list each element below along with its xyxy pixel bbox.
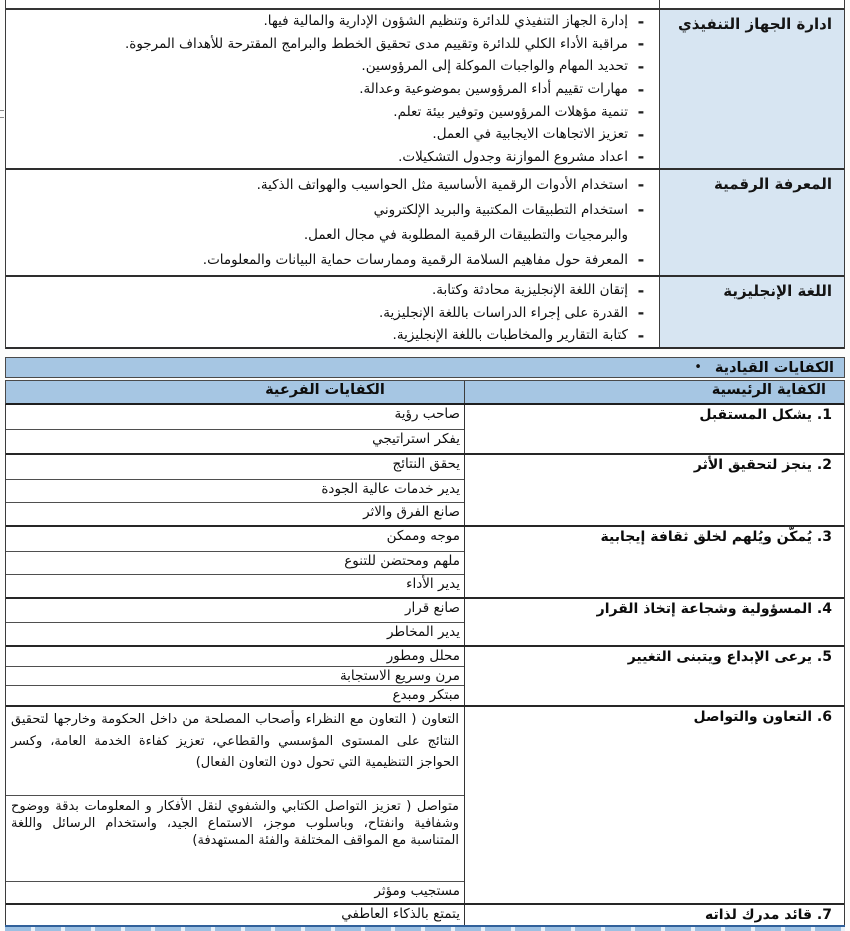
bullet-item	[6, 279, 659, 302]
sub-competency: صانع الفرق والاثر	[6, 502, 464, 525]
sub-competency: يتمتع بالذكاء العاطفي	[341, 906, 460, 922]
dash-icon: -	[637, 56, 645, 76]
section-title-cell: المعرفة الرقمية	[659, 170, 844, 275]
bullet-text: إتقان اللغة الإنجليزية محادثة وكتابة.	[431, 282, 628, 299]
dash-icon: -	[637, 175, 645, 194]
bullet-item	[6, 78, 659, 101]
cutoff-row-bottom	[5, 925, 845, 931]
leadership-table-body	[5, 405, 845, 925]
main-competency-label: 4. المسؤولية وشجاعة إتخاذ القرار	[596, 601, 832, 617]
dash-icon: -	[637, 200, 645, 219]
sub-competency: ملهم ومحتضن للتنوع	[6, 551, 464, 574]
sub-competency-cell	[6, 905, 464, 925]
bullet-item	[6, 172, 659, 197]
sub-competency-paragraph: متواصل ( تعزيز التواصل الكتابي والشفوي لنقل الأفكار و المعلومات بدقة ووضوح وشفافية وانفتاح، وباسلوب موجز، الاستماع الجيد، واستخدام الرسائل واللغة المتناسبة مع المواقف المختلفة والفئة المستهدفة)	[6, 795, 464, 881]
bullet-text: استخدام التطبيقات المكتبية والبريد الإلكتروني	[373, 201, 628, 218]
bullet-item	[6, 100, 659, 123]
dash-icon: -	[637, 280, 645, 300]
sub-competency: موجه وممكن	[386, 528, 460, 544]
bullet-item	[6, 10, 659, 33]
section-band	[5, 357, 845, 378]
sub-competency-cell	[6, 647, 464, 705]
bullet-text: تعزيز الاتجاهات الايجابية في العمل.	[432, 126, 628, 143]
sub-competency: يدير الأداء	[6, 574, 464, 597]
bullet-text: تحديد المهام والواجبات الموكلة إلى المرؤوسين.	[361, 58, 628, 75]
main-competency-cell	[464, 455, 844, 525]
sub-competency: صانع قرار	[405, 600, 460, 616]
sub-competency-cell	[6, 599, 464, 645]
dash-icon: -	[637, 102, 645, 122]
main-competency-cell	[464, 599, 844, 645]
knowledge-table	[5, 0, 845, 349]
bullet-text: اعداد مشروع الموازنة وجدول التشكيلات.	[398, 148, 628, 165]
section-items-cell	[6, 170, 659, 275]
table-row	[6, 10, 844, 170]
sub-competency-cell	[6, 527, 464, 597]
dash-icon: -	[637, 147, 645, 167]
leadership-table-header	[5, 380, 845, 405]
section-title-cell: اللغة الإنجليزية	[659, 277, 844, 347]
dash-icon: -	[637, 325, 645, 345]
bullet-text: كتابة التقارير والمخاطبات باللغة الإنجليزية.	[392, 327, 628, 344]
main-competency-label: 2. ينجز لتحقيق الأثر	[693, 457, 832, 473]
bullet-item	[6, 302, 659, 325]
sub-competency: صاحب رؤية	[394, 406, 460, 422]
column-header-main: الكفاية الرئيسية	[464, 381, 844, 403]
bullet-text: القدرة على إجراء الدراسات باللغة الإنجليزية.	[378, 304, 628, 321]
bullet-icon: •	[694, 360, 702, 375]
section-items-cell	[6, 277, 659, 347]
dash-icon: -	[637, 124, 645, 144]
bullet-item	[6, 123, 659, 146]
main-competency-label: 6. التعاون والتواصل	[693, 709, 832, 725]
main-competency-cell	[464, 405, 844, 453]
column-header-sub: الكفايات الفرعية	[265, 382, 385, 398]
section-items-cell	[6, 10, 659, 168]
bullet-item	[6, 55, 659, 78]
competency-row	[6, 405, 844, 453]
bullet-text: المعرفة حول مفاهيم السلامة الرقمية وممارسات حماية البيانات والمعلومات.	[202, 251, 628, 268]
main-competency-label: 5. يرعى الإبداع ويتبنى التغيير	[627, 649, 832, 665]
dash-icon: -	[637, 34, 645, 54]
main-competency-cell	[464, 905, 844, 925]
competency-row	[6, 645, 844, 705]
bullet-text: تنمية مؤهلات المرؤوسين وتوفير بيئة تعلم.	[393, 103, 628, 120]
bullet-item	[6, 324, 659, 347]
competency-row	[6, 453, 844, 525]
bullet-item	[6, 247, 659, 272]
main-competency-cell	[464, 707, 844, 903]
competency-row	[6, 903, 844, 925]
bullet-item	[6, 33, 659, 56]
bullet-text: استخدام الأدوات الرقمية الأساسية مثل الحواسيب والهواتف الذكية.	[256, 176, 628, 193]
sub-competency: مبتكر ومبدع	[6, 685, 464, 705]
sub-competency: يدير المخاطر	[6, 622, 464, 645]
sub-competency: يدير خدمات عالية الجودة	[6, 479, 464, 502]
sub-competency-paragraph: التعاون ( التعاون مع النظراء وأصحاب المصلحة من داخل الحكومة وخارجها لتحقيق النتائج على المستوى المؤسسي والقطاعي، تعزيز كفاءة الخدمة العامة، وكسر الحواجز التنظيمية التي تحول دون التعاون الفعال)	[11, 712, 459, 770]
bullet-text: مهارات تقييم أداء المرؤوسين بموضوعية وعدالة.	[359, 81, 628, 98]
sub-competency-cell	[6, 405, 464, 453]
competency-row	[6, 597, 844, 645]
main-competency-cell	[464, 527, 844, 597]
sub-competency-cell	[6, 707, 464, 903]
main-competency-label: 1. يشكل المستقبل	[699, 407, 832, 423]
competency-row	[6, 525, 844, 597]
table-row	[6, 170, 844, 277]
dash-icon: -	[637, 11, 645, 31]
main-competency-label: 7. قائد مدرك لذاته	[705, 907, 832, 923]
sub-competency: يفكر استراتيجي	[6, 429, 464, 453]
section-band-label: الكفايات القيادية	[714, 359, 834, 376]
sub-competency: محلل ومطور	[386, 648, 460, 664]
dash-icon: -	[637, 250, 645, 269]
section-title-cell: ادارة الجهاز التنفيذي	[659, 10, 844, 168]
main-competency-label: 3. يُمكّن ويُلهم لخلق ثقافة إيجابية	[600, 529, 832, 545]
dash-icon: -	[637, 303, 645, 323]
sub-competency-cell	[6, 455, 464, 525]
dash-icon: -	[637, 79, 645, 99]
bullet-text: مراقبة الأداء الكلي للدائرة وتقييم مدى تحقيق الخطط والبرامج المقترحة للأهداف المرجوة.	[124, 35, 628, 52]
bullet-item	[6, 197, 659, 222]
scan-artifact	[0, 110, 4, 118]
competency-row	[6, 705, 844, 903]
bullet-item-continuation	[6, 222, 659, 247]
sub-competency: يحقق النتائج	[392, 456, 460, 472]
table-row	[6, 277, 844, 349]
sub-competency: مرن وسريع الاستجابة	[6, 666, 464, 685]
main-competency-cell	[464, 647, 844, 705]
bullet-item	[6, 146, 659, 168]
cutoff-row-top	[6, 0, 844, 10]
bullet-text: إدارة الجهاز التنفيذي للدائرة وتنظيم الشؤون الإدارية والمالية فيها.	[263, 13, 628, 30]
sub-competency: مستجيب ومؤثر	[6, 881, 464, 903]
bullet-text: والبرمجيات والتطبيقات الرقمية المطلوبة في مجال العمل.	[303, 226, 628, 243]
